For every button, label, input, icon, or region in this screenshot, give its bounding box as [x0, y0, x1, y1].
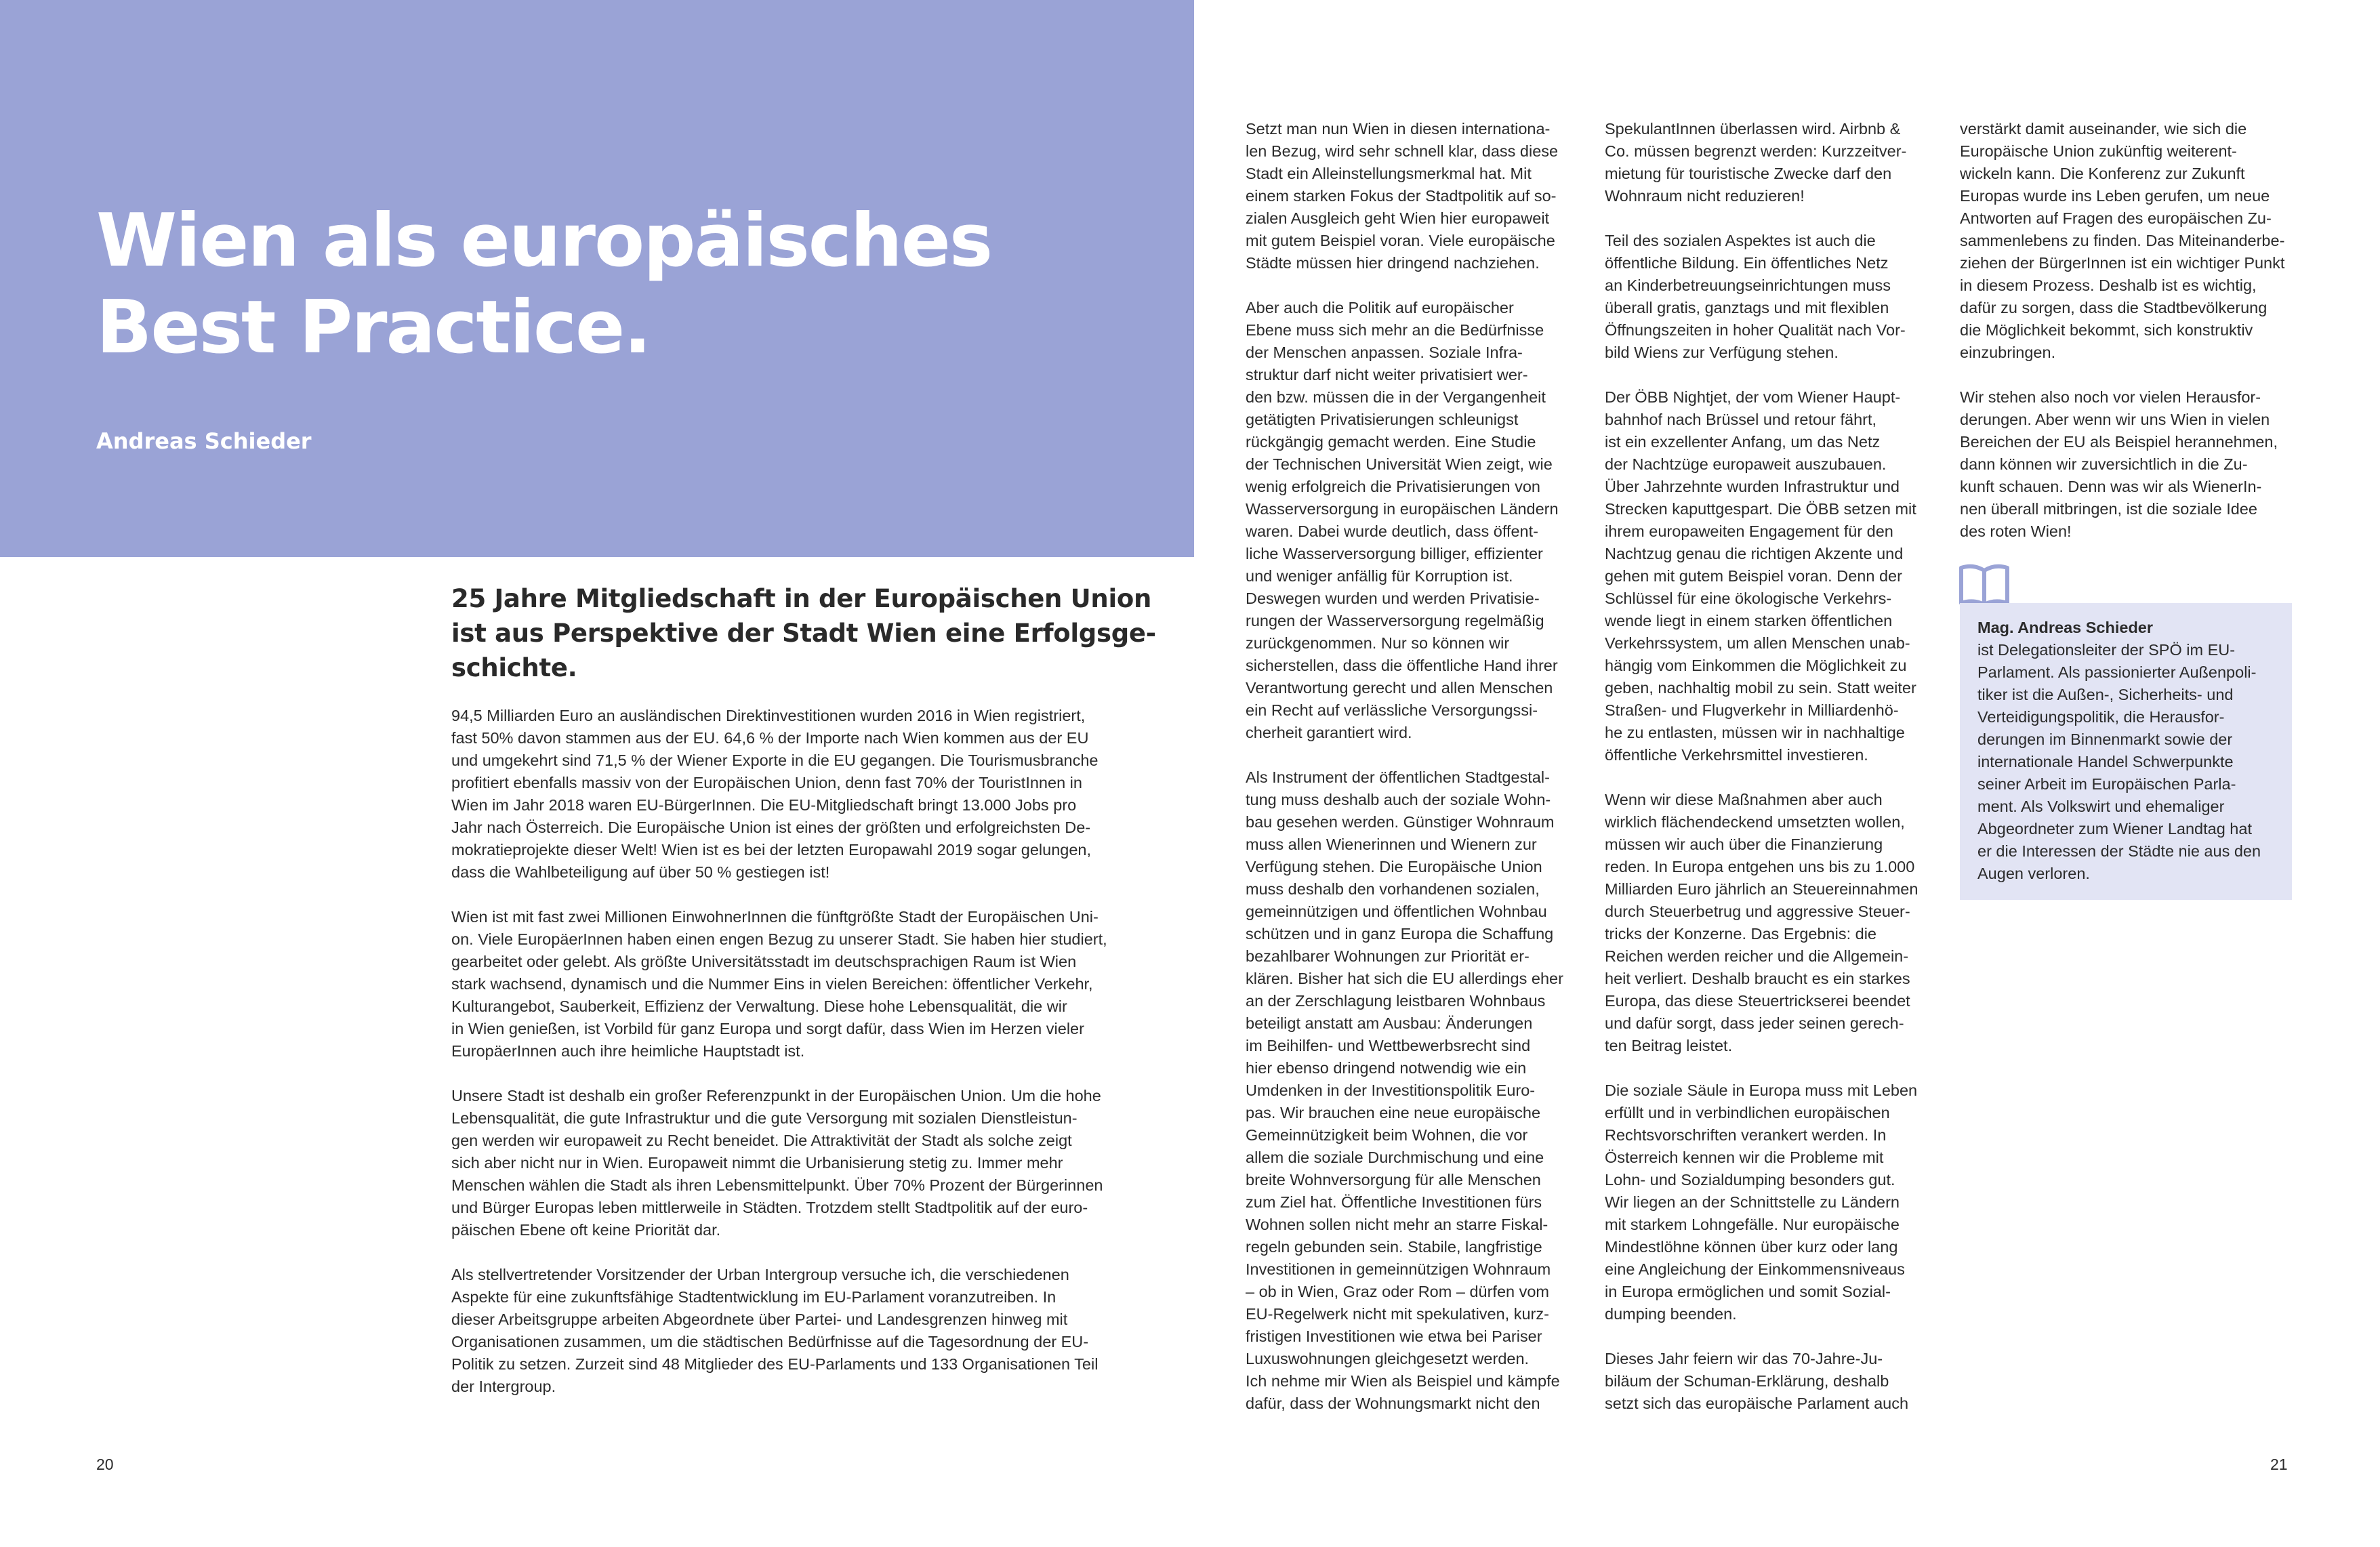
- paragraph: Wenn wir diese Maßnahmen aber auch wirklich flächendeckend umsetzten wollen, müssen wir auch über die Finanzierung reden. In Europa entgehen uns bis zu 1.000 Milliarden Euro jährlich an Steuereinnahmen durch Steuerbetrug und aggressive Steuer- tricks der Konzerne. Das Ergebnis: die Reichen werden reicher und die Allgemein- heit verliert. Deshalb braucht es ein starkes Europa, das diese Steuertrickserei beendet und dafür sorgt, dass jeder seinen gerech- ten Beitrag leistet.: [1605, 791, 1919, 1054]
- lead-heading: 25 Jahre Mitgliedschaft in der Europäischen Union ist aus Perspektive der Stadt Wien eine Erfolgsge- schichte.: [451, 584, 1156, 682]
- paragraph: Wien ist mit fast zwei Millionen EinwohnerInnen die fünftgrößte Stadt der Europäischen Uni- on. Viele EuropäerInnen haben einen engen Bezug zu unserer Stadt. Sie haben hier studiert, gearbeitet oder gelebt. Als größte Universitätsstadt im deutschsprachigen Raum ist Wien stark wachsend, dynamisch und die Nummer Eins in vielen Bereichen: öffentlicher Verkehr, Kulturangebot, Sauberkeit, Effizienz der Verwaltung. Diese hohe Lebensqualität, die wir in Wien genießen, ist Vorbild für ganz Europa und sorgt dafür, dass Wien im Herzen vieler EuropäerInnen auch ihre heimliche Hauptstadt ist.: [451, 908, 1107, 1060]
- paragraph: Der ÖBB Nightjet, der vom Wiener Haupt- bahnhof nach Brüssel und retour fährt, ist ein exzellenter Anfang, um das Netz der Nachtzüge europaweit auszubauen. Über Jahrzehnte wurden Infrastruktur und Strecken kaputtgespart. Die ÖBB setzen mit ihrem europaweiten Engagement für den Nachtzug genau die richtigen Akzente und gehen mit gutem Beispiel voran. Denn der Schlüssel für eine ökologische Verkehrs- wende liegt in einem starken öffentlichen Verkehrssystem, um allen Menschen unab- hängig vom Einkommen die Möglichkeit zu geben, nachhaltig mobil zu sein. Statt weiter Straßen- und Flugverkehr in Milliardenhö- he zu entlasten, müssen wir in nachhaltige öffentliche Verkehrsmittel investieren.: [1605, 388, 1916, 764]
- paragraph: Aber auch die Politik auf europäischer Ebene muss sich mehr an die Bedürfnisse der Menschen anpassen. Soziale Infra- struktur darf nicht weiter privatisiert wer- den bzw. müssen die in der Vergangenheit getätigten Privatisierungen schleunigst rückgängig gemacht werden. Eine Studie der Technischen Universität Wien zeigt, wie wenig erfolgreich die Privatisierungen von Wasserversorgung in europäischen Ländern waren. Dabei wurde deutlich, dass öffent- liche Wasserversorgung billiger, effizienter und weniger anfällig für Korruption ist. Deswegen wurden und werden Privatisie- rungen der Wasserversorgung regelmäßig zurückgenommen. Nur so können wir sicherstellen, dass die öffentliche Hand ihrer Verantwortung gerecht und allen Menschen ein Recht auf verlässliche Versorgungssi- cherheit garantiert wird.: [1246, 299, 1559, 741]
- text-column-4: [1960, 118, 2285, 565]
- paragraph: SpekulantInnen überlassen wird. Airbnb & Co. müssen begrenzt werden: Kurzzeitver- mietung für touristische Zwecke darf den Wohnraum nicht reduzieren!: [1605, 120, 1907, 205]
- paragraph: Als Instrument der öffentlichen Stadtgestal- tung muss deshalb auch der soziale Wohn- bau gesehen werden. Günstiger Wohnraum muss allen Wienerinnen und Wienern zur Verfügung stehen. Die Europäische Union muss deshalb den vorhandenen sozialen, gemeinnützigen und öffentlichen Wohnbau schützen und in ganz Europa die Schaffung bezahlbarer Wohnungen zur Priorität er- klären. Bisher hat sich die EU allerdings eher an der Zerschlagung leistbaren Wohnbaus beteiligt anstatt am Ausbau: Änderungen im Beihilfen- und Wettbewerbsrecht sind hier ebenso dringend notwendig wie ein Umdenken in der Investitionspolitik Euro- pas. Wir brauchen eine neue europäische Gemeinnützigkeit beim Wohnen, die vor allem die soziale Durchmischung und eine breite Wohnversorgung für alle Menschen zum Ziel hat. Öffentliche Investitionen fürs Wohnen sollen nicht mehr an starre Fiskal- regeln gebunden sein. Stabile, langfristige Investitionen in gemeinnützigen Wohnraum – ob in Wien, Graz oder Rom – dürfen vom EU-Regelwerk nicht mit spekulativen, kurz- fristigen Investitionen wie etwa bei Pariser Luxuswohnungen gleichgesetzt werden. Ich nehme mir Wien als Beispiel und kämpfe dafür, dass der Wohnungsmarkt nicht den: [1246, 768, 1563, 1412]
- paragraph: Teil des sozialen Aspektes ist auch die öffentliche Bildung. Ein öffentliches Netz an Kinderbetreuungseinrichtungen muss überall gratis, ganztags und mit flexiblen Öffnungszeiten in hoher Qualität nach Vor- bild Wiens zur Verfügung stehen.: [1605, 232, 1906, 361]
- hero-banner: [0, 0, 1194, 557]
- article-title: [96, 198, 991, 371]
- title-line-1: Wien als europäisches: [96, 199, 992, 283]
- text-column-2: [1246, 118, 1598, 1437]
- paragraph: Als stellvertretender Vorsitzender der Urban Intergroup versuche ich, die verschiedenen Aspekte für eine zukunftsfähige Stadtentwicklung im EU-Parlament voranzutreiben. In dieser Arbeitsgruppe arbeiten Abgeordnete über Partei- und Landesgrenzen hinweg mit Organisationen zusammen, um die städtischen Bedürfnisse auf die Tagesordnung der EU- Politik zu setzen. Zurzeit sind 48 Mitglieder des EU-Parlaments und 133 Organisationen Teil der Intergroup.: [451, 1266, 1099, 1395]
- bio-name: Mag. Andreas Schieder: [1977, 619, 2154, 636]
- book-icon: [1957, 562, 2011, 607]
- paragraph: Die soziale Säule in Europa muss mit Leben erfüllt und in verbindlichen europäischen Rechtsvorschriften verankert werden. In Österreich kennen wir die Probleme mit Lohn- und Sozialdumping besonders gut. Wir liegen an der Schnittstelle zu Ländern mit starkem Lohngefälle. Nur europäische Mindestlöhne können über kurz oder lang eine Angleichung der Einkommensniveaus in Europa ermöglichen und somit Sozial- dumping beenden.: [1605, 1081, 1918, 1323]
- paragraph: Wir stehen also noch vor vielen Herausfor- derungen. Aber wenn wir uns Wien in vielen Bereichen der EU als Beispiel herannehmen, dann können wir zuversichtlich in die Zu- kunft schauen. Denn was wir als WienerIn- nen überall mitbringen, ist die soziale Idee des roten Wien!: [1960, 388, 2278, 540]
- page-number-right: 21: [2270, 1456, 2288, 1473]
- title-line-2: Best Practice.: [96, 285, 651, 370]
- paragraph: 94,5 Milliarden Euro an ausländischen Direktinvestitionen wurden 2016 in Wien registriert, fast 50% davon stammen aus der EU. 64,6 % der Importe nach Wien kommen aus der EU und umgekehrt sind 71,5 % der Wiener Exporte in die EU gegangen. Die Tourismusbranche profitiert ebenfalls massiv von der Europäischen Union, denn fast 70% der TouristInnen in Wien im Jahr 2018 waren EU-BürgerInnen. Die EU-Mitgliedschaft bringt 13.000 Jobs pro Jahr nach Österreich. Die Europäische Union ist eines der größten und erfolgreichsten De- mokratieprojekte dieser Welt! Wien ist es bei der letzten Europawahl 2019 sogar gelungen, dass die Wahlbeteiligung auf über 50 % gestiegen ist!: [451, 707, 1099, 881]
- main-column: [451, 705, 1183, 1420]
- paragraph: Dieses Jahr feiern wir das 70-Jahre-Ju- biläum der Schuman-Erklärung, deshalb setzt sich das europäische Parlament auch: [1605, 1350, 1909, 1412]
- paragraph: Unsere Stadt ist deshalb ein großer Referenzpunkt in der Europäischen Union. Um die hohe Lebensqualität, die gute Infrastruktur und die gute Versorgung mit sozialen Dienstleistun- gen werden wir europaweit zu Recht beneidet. Die Attraktivität der Stadt als solche zeigt sich aber nicht nur in Wien. Europaweit nimmt die Urbanisierung stetig zu. Immer mehr Menschen wählen die Stadt als ihren Lebensmittelpunkt. Über 70% Prozent der Bürgerinnen und Bürger Europas leben mittlerweile in Städten. Trotzdem stellt Stadtpolitik auf der euro- päischen Ebene oft keine Priorität dar.: [451, 1087, 1103, 1239]
- bio-text: ist Delegationsleiter der SPÖ im EU- Parlament. Als passionierter Außenpoli- tiker ist die Außen-, Sicherheits- und Verteidigungspolitik, die Herausfor- derungen im Binnenmarkt sowie der internationale Handel Schwerpunkte seiner Arbeit im Europäischen Parla- ment. Als Volkswirt und ehemaliger Abgeordneter zum Wiener Landtag hat er die Interessen der Städte nie aus den Augen verloren.: [1977, 641, 2261, 882]
- paragraph: Setzt man nun Wien in diesen internationa- len Bezug, wird sehr schnell klar, dass diese Stadt ein Alleinstellungsmerkmal hat. Mit einem starken Fokus der Stadtpolitik auf so- zialen Ausgleich geht Wien hier europaweit mit gutem Beispiel voran. Viele europäische Städte müssen hier dringend nachziehen.: [1246, 120, 1559, 272]
- author-bio-box: [1960, 603, 2292, 900]
- page-number-left: 20: [96, 1456, 114, 1473]
- text-column-3: [1605, 118, 1930, 1437]
- paragraph: verstärkt damit auseinander, wie sich die Europäische Union zukünftig weiterent- wickeln kann. Die Konferenz zur Zukunft Europas wurde ins Leben gerufen, um neue Antworten auf Fragen des europäischen Zu- sammenlebens zu finden. Das Miteinanderbe- ziehen der BürgerInnen ist ein wichtiger Punkt in diesem Prozess. Deshalb ist es wichtig, dafür zu sorgen, dass die Stadtbevölkerung die Möglichkeit bekommt, sich konstruktiv einzubringen.: [1960, 120, 2285, 361]
- author-name: Andreas Schieder: [96, 428, 312, 454]
